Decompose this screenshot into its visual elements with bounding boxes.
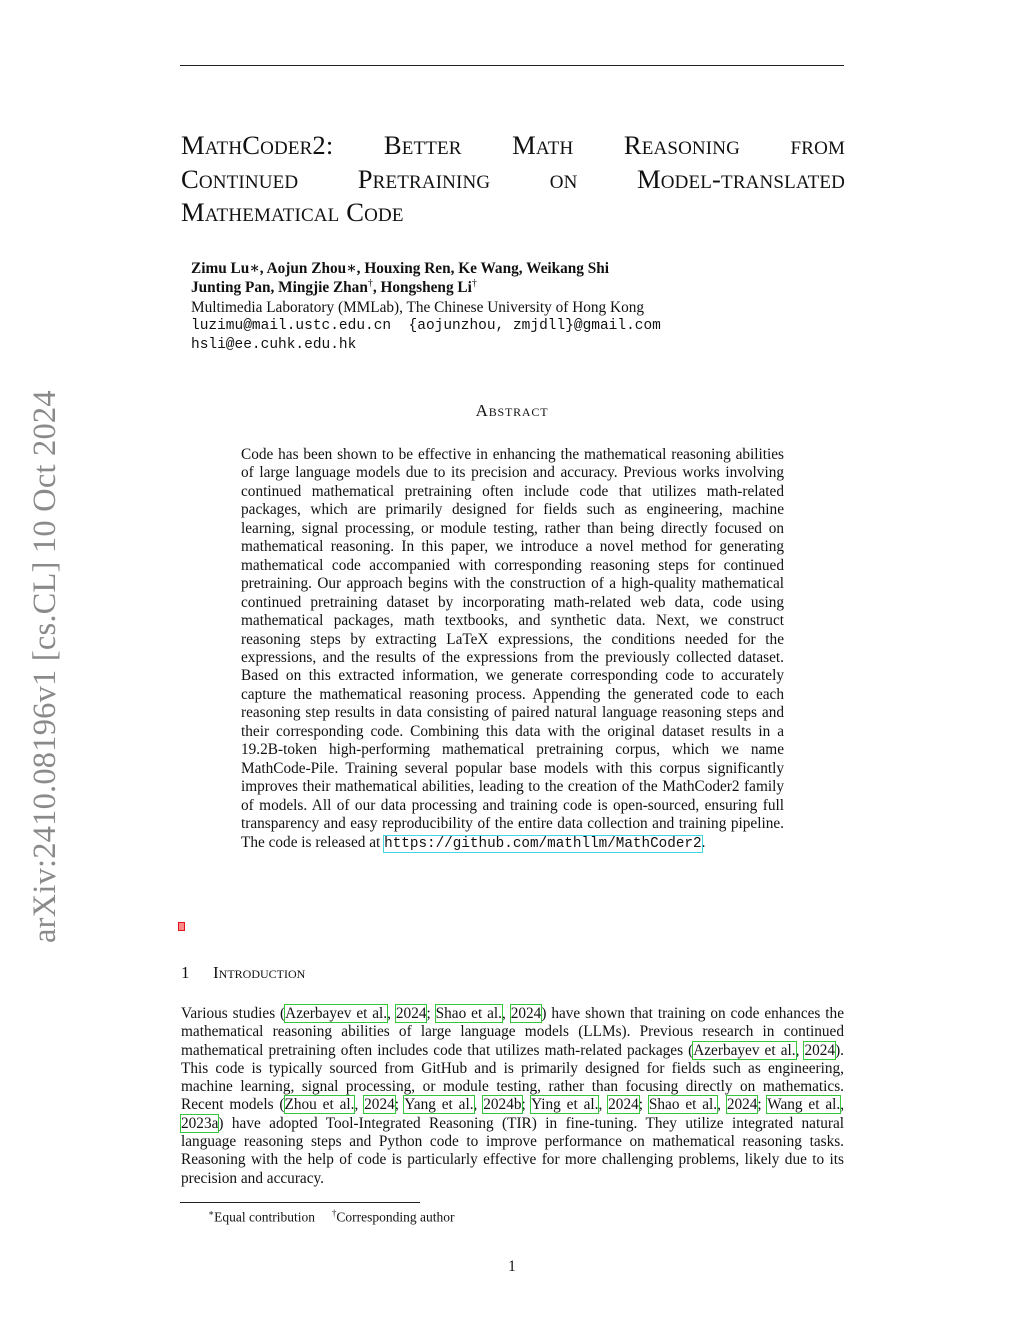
- corresponding-mark: †: [367, 278, 373, 290]
- title-line-1: MathCoder2: Better Math Reasoning from: [181, 130, 845, 160]
- title-line-2: Continued Pretraining on Model-translated: [181, 163, 845, 194]
- footnote-text: Equal contribution: [214, 1209, 315, 1225]
- intro-text: Various studies (: [181, 1005, 286, 1022]
- introduction-paragraph: Various studies (Azerbayev et al., 2024; Shao et al., 2024) have shown that training on code enhances the mathematical reasoning abilities of large language models (LLMs). Previous research in continued mathematical pretraining often includes code that utilizes math-related packages (Azerbayev et al., 2024). This code is typically sourced from GitHub and is primarily designed for fields such as engineering, machine learning, signal processing, or module testing, rather than focusing directly on mathematics. Recent models (Zhou et al., 2024; Yang et al., 2024b; Ying et al., 2024; Shao et al., 2024; Wang et al., 2023a) have adopted Tool-Integrated Reasoning (TIR) in fine-tuning. They utilize integrated natural language reasoning steps and Python code to improve performance on mathematical reasoning tasks. Reasoning with the help of code is particularly effective for more challenging problems, likely due to its precision and accuracy.: [181, 1005, 845, 1187]
- author-block: [191, 259, 831, 355]
- citation-year-link[interactable]: 2024: [364, 1096, 395, 1114]
- email: {aojunzhou, zmjdll}@gmail.com: [408, 317, 661, 334]
- intro-text: ;: [426, 1005, 436, 1022]
- email: hsli@ee.cuhk.edu.hk: [191, 337, 357, 354]
- email-line: [191, 317, 831, 336]
- section-number: 1: [181, 963, 190, 982]
- citation-year-link[interactable]: 2024: [608, 1096, 639, 1114]
- intro-text: ) have shown that training on code enhances the mathematical reasoning abilities of large language models (LLMs). Previous research in continued mathematical pretraining often includes code that utilizes math-related packages (: [181, 1005, 844, 1059]
- footnote-rule: [180, 1202, 420, 1203]
- citation-year-link[interactable]: 2024: [395, 1005, 427, 1022]
- section-heading-introduction: [181, 963, 305, 983]
- footnote-mark: ∗: [208, 1208, 215, 1218]
- intro-text: ) have adopted Tool-Integrated Reasoning (TIR) in fine-tuning. They utilize integrated natural language reasoning steps and Python code to improve performance on mathematical reasoning tasks. Reasoning with the help of code is particularly effective for more challenging problems, likely due to its precision and accuracy.: [181, 1114, 844, 1187]
- footnote-text: Corresponding author: [336, 1209, 455, 1225]
- abstract-text: Code has been shown to be effective in enhancing the mathematical reasoning abilities of large language models due to its precision and accuracy. Previous works involving continued mathematical pretraining often include code that utilizes math-related packages, which are primarily designed for fields such as engineering, machine learning, signal processing, or module testing, rather than being directly focused on mathematical reasoning. In this paper, we introduce a novel method for generating mathematical code accompanied with corresponding reasoning steps for continued pretraining. Our approach begins with the construction of a high-quality mathematical continued pretraining dataset by incorporating math-related web data, code using mathematical packages, math textbooks, and synthetic data. Next, we construct reasoning steps by extracting LaTeX expressions, the conditions needed for the expressions, and the results of the expressions from the previously collected dataset. Based on this extracted information, we generate corresponding code to accurately capture the mathematical reasoning process. Appending the generated code to each reasoning step results in data consisting of paired natural language reasoning steps and their corresponding code. Combining this data with the original dataset results in a 19.2B-token high-performing mathematical pretraining corpus, which we name MathCode-Pile. Training several popular base models with this corpus significantly improves their mathematical abilities, leading to the creation of the MathCoder2 family of models. All of our data processing and training code is open-sourced, ensuring full transparency and easy reproducibility of the entire data collection and training pipeline. The code is released at: [241, 446, 784, 851]
- citation-year-link[interactable]: 2024: [726, 1096, 758, 1114]
- affiliation: Multimedia Laboratory (MMLab), The Chinese University of Hong Kong: [191, 298, 645, 316]
- page-number: 1: [508, 1258, 516, 1275]
- author-line-2: Junting Pan, Mingjie Zhan†, Hongsheng Li†: [191, 278, 477, 297]
- abstract-body: [241, 446, 784, 853]
- footnote: [208, 1208, 454, 1226]
- section-title: Introduction: [213, 963, 306, 982]
- title-line-3: Mathematical Code: [181, 197, 404, 227]
- citation-year-link[interactable]: 2024b: [483, 1096, 522, 1114]
- header-rule: [180, 65, 844, 66]
- paper-title: [181, 129, 845, 230]
- citation-link[interactable]: Shao et al.: [435, 1005, 502, 1022]
- corresponding-mark: †: [471, 278, 477, 290]
- citation-year-link[interactable]: 2024: [510, 1005, 542, 1022]
- citation-link[interactable]: Azerbayev et al.: [285, 1005, 388, 1022]
- arxiv-identifier[interactable]: arXiv:2410.08196v1 [cs.CL] 10 Oct 2024: [27, 390, 63, 943]
- email: luzimu@mail.ustc.edu.cn: [191, 317, 392, 334]
- intro-text: ). This code is typically sourced from GitHub and is primarily designed for fields such as engineering, machine learning, signal processing, or module testing, rather than focusing directly on mathematics. Recent models (: [181, 1041, 844, 1114]
- abstract-end: .: [701, 833, 706, 851]
- abstract-heading: Abstract: [475, 401, 549, 420]
- footnote-mark: †: [331, 1208, 337, 1218]
- citation-link[interactable]: Shao et al.: [648, 1096, 718, 1114]
- author-name: Mingjie Zhan: [278, 279, 368, 297]
- citation-link[interactable]: Wang et al.: [767, 1096, 841, 1114]
- citation-link[interactable]: Ying et al.: [531, 1096, 599, 1114]
- author-name: Hongsheng Li: [380, 279, 472, 297]
- citation-year-link[interactable]: 2023a: [181, 1114, 219, 1132]
- citation-link[interactable]: Azerbayev et al.: [693, 1041, 796, 1059]
- citation-link[interactable]: Zhou et al.: [284, 1096, 355, 1114]
- author-name: Junting Pan: [191, 279, 271, 297]
- citation-year-link[interactable]: 2024: [804, 1041, 836, 1059]
- annotation-marker: [178, 922, 185, 931]
- github-link[interactable]: https://github.com/mathllm/MathCoder2: [384, 835, 702, 852]
- author-line-1: Zimu Lu∗, Aojun Zhou∗, Houxing Ren, Ke Wang, Weikang Shi: [191, 260, 610, 277]
- citation-link[interactable]: Yang et al.: [404, 1096, 474, 1114]
